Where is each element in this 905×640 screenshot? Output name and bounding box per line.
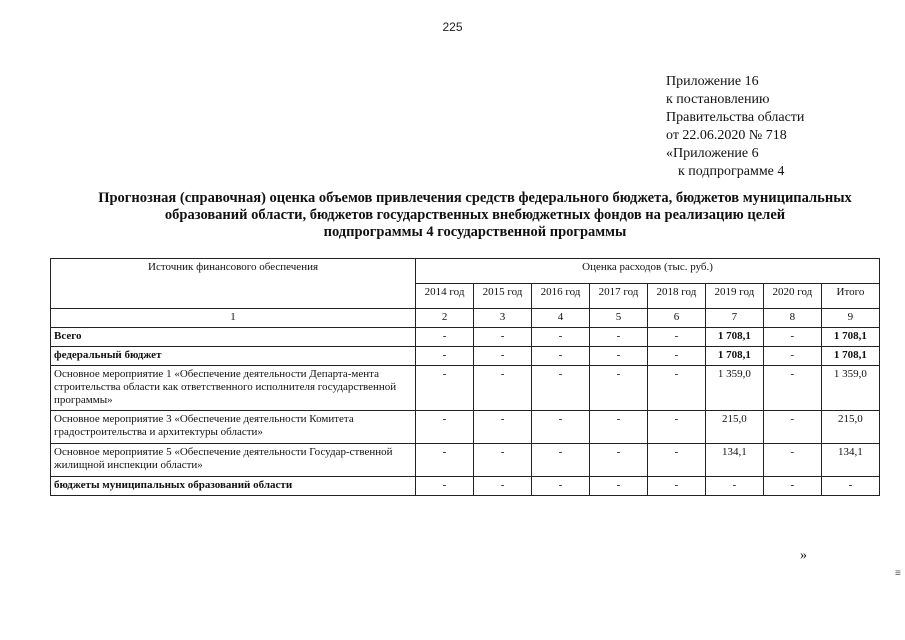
row-value-cell: - <box>416 347 474 366</box>
year-header: 2020 год <box>763 284 821 309</box>
row-total-cell: 1 359,0 <box>821 366 879 411</box>
row-value-cell: - <box>474 477 532 496</box>
year-header: 2016 год <box>532 284 590 309</box>
row-value-cell: - <box>474 328 532 347</box>
row-value-cell: - <box>647 444 705 477</box>
row-value-cell: - <box>589 328 647 347</box>
row-value-cell: - <box>416 411 474 444</box>
total-header: Итого <box>821 284 879 309</box>
column-number: 5 <box>589 309 647 328</box>
row-total-cell: 1 708,1 <box>821 347 879 366</box>
table-row <box>51 328 880 347</box>
row-total-cell: 215,0 <box>821 411 879 444</box>
table-row <box>51 477 880 496</box>
row-label: Всего <box>51 328 416 347</box>
table-row <box>51 347 880 366</box>
row-value-cell: - <box>647 366 705 411</box>
row-value-cell: - <box>647 328 705 347</box>
document-title <box>60 190 890 241</box>
row-value-cell: - <box>532 411 590 444</box>
title-line: образований области, бюджетов государственных внебюджетных фондов на реализацию целей <box>164 207 786 223</box>
row-value-cell: 1 708,1 <box>705 347 763 366</box>
row-value-cell: - <box>763 477 821 496</box>
column-number: 1 <box>51 309 416 328</box>
appendix-line: Приложение 16 <box>666 74 759 89</box>
row-value-cell: - <box>474 366 532 411</box>
row-label: бюджеты муниципальных образований области <box>51 477 416 496</box>
row-value-cell: 1 708,1 <box>705 328 763 347</box>
row-value-cell: - <box>705 477 763 496</box>
row-value-cell: - <box>589 347 647 366</box>
closing-quote: » <box>800 548 807 563</box>
year-header: 2019 год <box>705 284 763 309</box>
row-value-cell: - <box>532 366 590 411</box>
table-row <box>51 411 880 444</box>
year-header: 2017 год <box>589 284 647 309</box>
row-value-cell: - <box>589 477 647 496</box>
row-total-cell: - <box>821 477 879 496</box>
row-total-cell: 1 708,1 <box>821 328 879 347</box>
row-value-cell: - <box>763 328 821 347</box>
row-value-cell: - <box>474 347 532 366</box>
row-value-cell: - <box>532 444 590 477</box>
table-row <box>51 444 880 477</box>
row-value-cell: - <box>474 444 532 477</box>
row-value-cell: - <box>416 444 474 477</box>
appendix-line: «Приложение 6 <box>666 146 759 161</box>
page-number: 225 <box>442 20 463 34</box>
row-value-cell: 1 359,0 <box>705 366 763 411</box>
row-value-cell: - <box>416 477 474 496</box>
row-label: Основное мероприятие 5 «Обеспечение деятельности Государ-ственной жилищной инспекции области» <box>51 444 416 477</box>
column-number: 3 <box>474 309 532 328</box>
row-value-cell: - <box>589 444 647 477</box>
row-value-cell: - <box>532 328 590 347</box>
column-number: 6 <box>647 309 705 328</box>
row-value-cell: - <box>474 411 532 444</box>
row-value-cell: 215,0 <box>705 411 763 444</box>
row-total-cell: 134,1 <box>821 444 879 477</box>
table-body <box>51 328 880 496</box>
row-value-cell: - <box>763 366 821 411</box>
row-label: Основное мероприятие 1 «Обеспечение деятельности Департа-мента строительства области как ответственного исполнителя государственной программы» <box>51 366 416 411</box>
column-numbering-row <box>51 309 880 328</box>
column-number: 4 <box>532 309 590 328</box>
row-value-cell: - <box>532 477 590 496</box>
financing-table <box>50 258 880 496</box>
column-number: 2 <box>416 309 474 328</box>
row-value-cell: - <box>763 444 821 477</box>
year-header: 2015 год <box>474 284 532 309</box>
row-value-cell: - <box>416 328 474 347</box>
scan-edge-mark: ≡ <box>895 568 901 579</box>
column-number: 8 <box>763 309 821 328</box>
row-value-cell: - <box>647 411 705 444</box>
appendix-header <box>666 73 804 181</box>
year-header: 2014 год <box>416 284 474 309</box>
row-value-cell: - <box>589 411 647 444</box>
row-value-cell: - <box>647 347 705 366</box>
estimate-column-header: Оценка расходов (тыс. руб.) <box>416 259 880 284</box>
row-label: Основное мероприятие 3 «Обеспечение деятельности Комитета градостроительства и архитектуры области» <box>51 411 416 444</box>
appendix-line: к постановлению <box>666 92 770 107</box>
row-value-cell: - <box>532 347 590 366</box>
row-label: федеральный бюджет <box>51 347 416 366</box>
row-value-cell: - <box>763 411 821 444</box>
row-value-cell: - <box>589 366 647 411</box>
appendix-line: к подпрограмме 4 <box>678 164 785 179</box>
row-value-cell: - <box>416 366 474 411</box>
column-number: 9 <box>821 309 879 328</box>
source-column-header: Источник финансового обеспечения <box>51 259 416 309</box>
row-value-cell: - <box>647 477 705 496</box>
appendix-line: от 22.06.2020 № 718 <box>666 128 787 143</box>
column-number: 7 <box>705 309 763 328</box>
table-row <box>51 366 880 411</box>
title-line: подпрограммы 4 государственной программы <box>323 224 627 240</box>
title-line: Прогнозная (справочная) оценка объемов привлечения средств федерального бюджета, бюджетов муниципальных <box>98 190 852 206</box>
year-header: 2018 год <box>647 284 705 309</box>
row-value-cell: - <box>763 347 821 366</box>
row-value-cell: 134,1 <box>705 444 763 477</box>
appendix-line: Правительства области <box>666 110 805 125</box>
